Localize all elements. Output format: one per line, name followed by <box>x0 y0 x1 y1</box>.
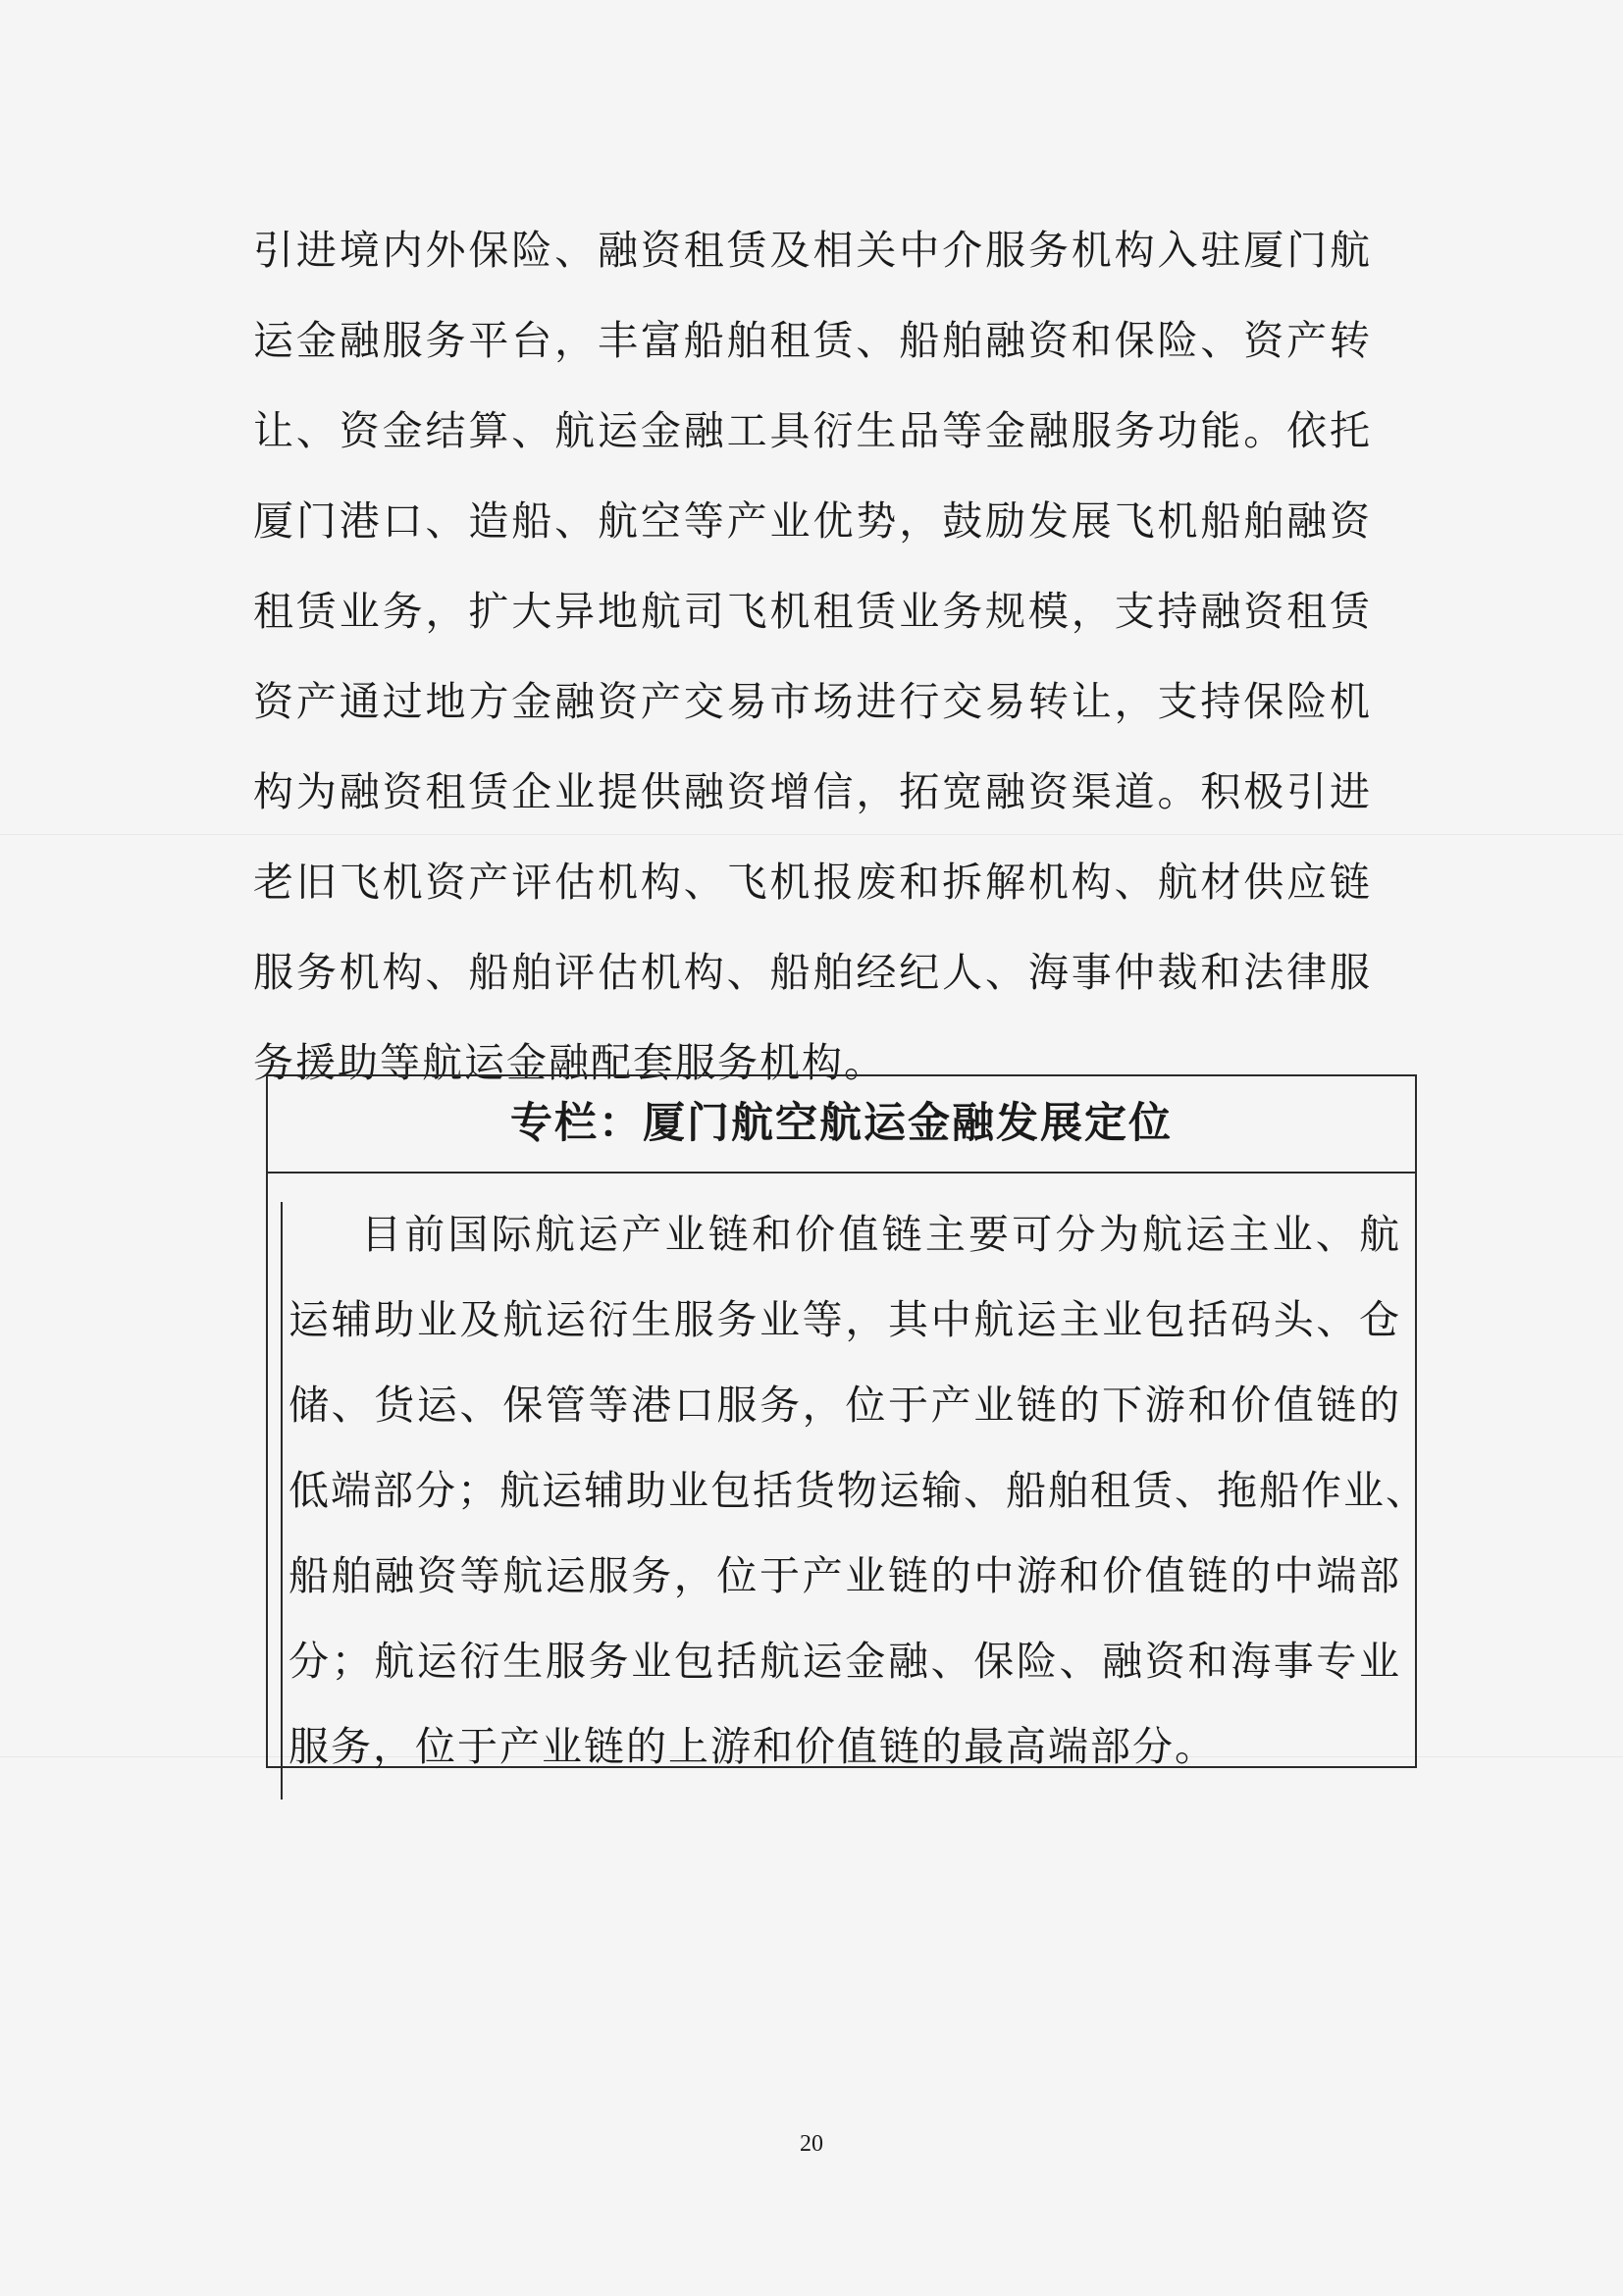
paragraph-line: 租赁业务，扩大异地航司飞机租赁业务规模，支持融资租赁 <box>253 588 1372 635</box>
paragraph-line: 让、资金结算、航运金融工具衍生品等金融服务功能。依托 <box>253 407 1372 454</box>
paragraph-line: 老旧飞机资产评估机构、飞机报废和拆解机构、航材供应链 <box>253 859 1372 906</box>
page-number: 20 <box>800 2131 823 2157</box>
column-box-line: 目前国际航运产业链和价值链主要可分为航运主业、航 <box>361 1211 1401 1258</box>
main-paragraph <box>253 218 1372 1121</box>
paragraph-line: 服务机构、船舶评估机构、船舶经纪人、海事仲裁和法律服 <box>253 949 1372 996</box>
column-box-title: 专栏：厦门航空航运金融发展定位 <box>268 1076 1415 1174</box>
column-box-line: 运辅助业及航运衍生服务业等，其中航运主业包括码头、仓 <box>288 1296 1401 1343</box>
paragraph-line: 引进境内外保险、融资租赁及相关中介服务机构入驻厦门航 <box>253 227 1372 274</box>
paragraph-line: 构为融资租赁企业提供融资增信，拓宽融资渠道。积极引进 <box>253 768 1372 815</box>
paragraph-line: 资产通过地方金融资产交易市场进行交易转让，支持保险机 <box>253 678 1372 725</box>
paragraph-line: 厦门港口、造船、航空等产业优势，鼓励发展飞机船舶融资 <box>253 497 1372 545</box>
paragraph-line: 务援助等航运金融配套服务机构。 <box>253 1039 886 1086</box>
column-box-line: 船舶融资等航运服务，位于产业链的中游和价值链的中端部 <box>288 1552 1401 1599</box>
column-box-line: 储、货运、保管等港口服务，位于产业链的下游和价值链的 <box>288 1382 1401 1429</box>
column-box-line: 低端部分；航运辅助业包括货物运输、船舶租赁、拖船作业、 <box>288 1467 1428 1514</box>
paragraph-line: 运金融服务平台，丰富船舶租赁、船舶融资和保险、资产转 <box>253 317 1372 364</box>
column-box-line: 服务，位于产业链的上游和价值链的最高端部分。 <box>288 1723 1217 1770</box>
column-box <box>266 1074 1428 1770</box>
column-box-line: 分；航运衍生服务业包括航运金融、保险、融资和海事专业 <box>288 1638 1401 1685</box>
column-box-body <box>281 1202 1428 1800</box>
